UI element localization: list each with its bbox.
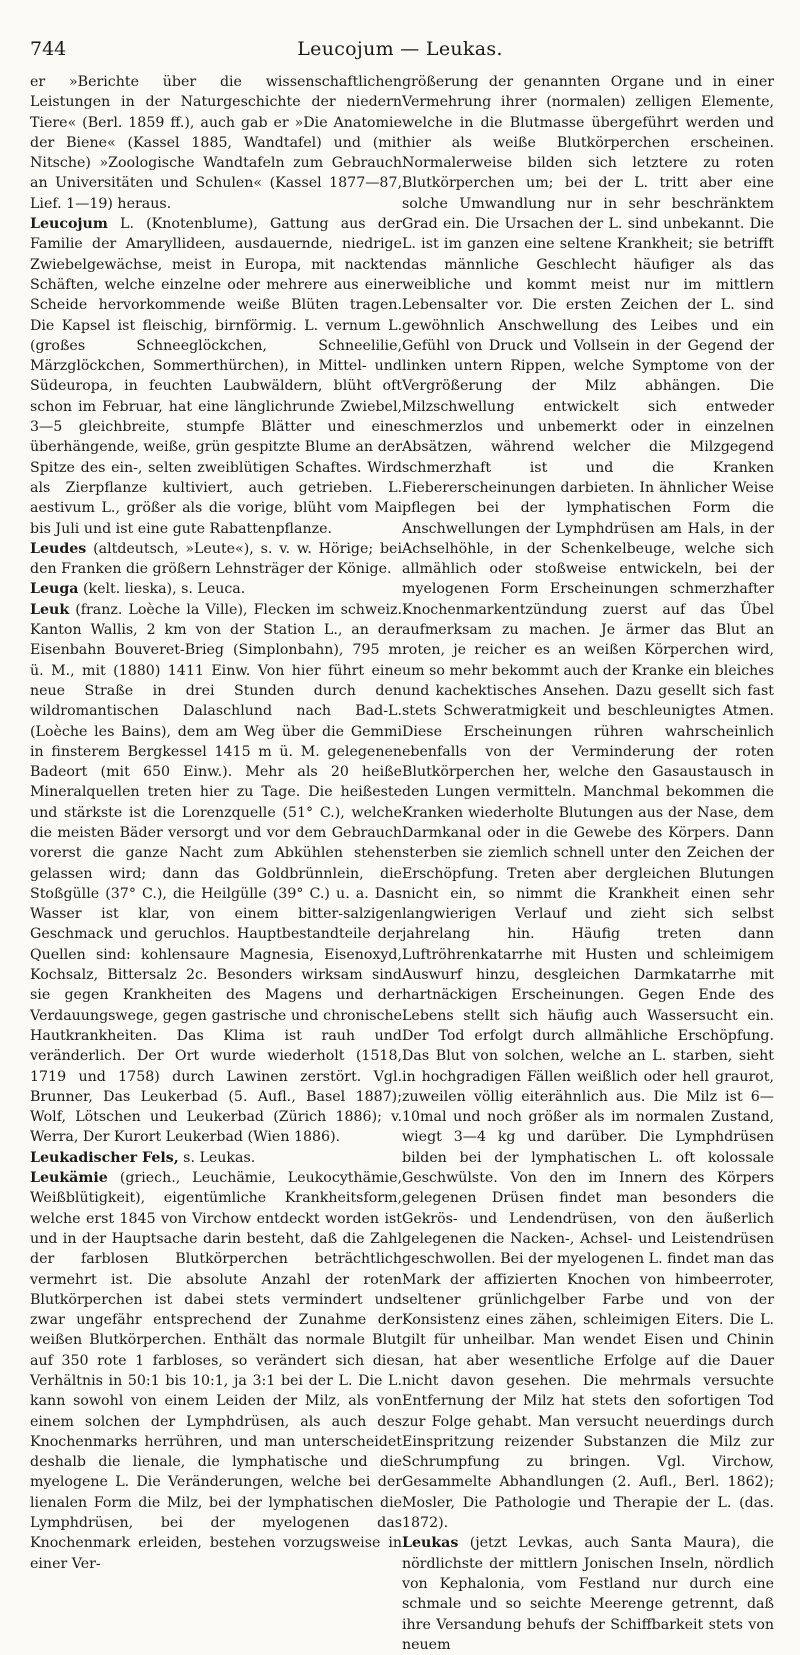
entry-leudes	[30, 539, 402, 580]
entry-headword: Leukadischer Fels,	[30, 1149, 179, 1166]
entry-leuk	[30, 600, 402, 1148]
entry-headword: Leukas	[402, 1535, 459, 1552]
page-header	[30, 38, 770, 62]
continuation-text: er »Berichte über die wissenschaftlichen Leistungen in der Naturgeschichte der niedern Tiere« (Berl. 1859 ff.), auch gab er »Die Anatomie der Biene« (Kassel 1885, Wandtafel) und (mit Nitsche) »Zoologische Wandtafeln zum Gebrauch an Universitäten und Schulen« (Kassel 1877—87, Lief. 1—19) heraus.	[30, 74, 402, 212]
running-title: Leucojum — Leukas.	[297, 38, 503, 60]
entry-headword: Leuk	[30, 601, 70, 618]
entry-leukadischer-fels	[30, 1148, 402, 1168]
entry-text: (altdeutsch, »Leute«), s. v. w. Hörige; bei den Franken die größern Lehnsträger der Könige.	[30, 540, 402, 578]
entry-leukaemie	[30, 1168, 402, 1574]
right-column	[402, 72, 774, 1655]
entry-text: (franz. Loèche la Ville), Flecken im schweiz. Kanton Wallis, 2 km von der Station L., an der Eisenbahn Bouveret-Brieg (Simplonbahn), 795 m ü. M., mit (1880) 1411 Einw. Von hier führt eine neue Straße in drei Stunden durch den wildromantischen Dalaschlund nach Bad-L. (Loèche les Bains), dem am Weg über die Gemmi in finsterem Bergkessel 1415 m ü. M. gelegenen Badeort (mit 650 Einw.). Mehr als 20 heiße Mineralquellen treten hier zu Tage. Die heißeste und stärkste ist die Lorenzquelle (51° C.), welche die meisten Bäder versorgt und vor dem Gebrauch vorerst die ganze Nacht zum Abkühlen stehen gelassen wird; dann das Goldbrünnlein, die Stoßgülle (37° C.), die Heilgülle (39° C.) u. a. Das Wasser ist klar, von einem bitter-salzigen Geschmack und geruchlos. Hauptbestandteile der Quellen sind: kohlensaure Magnesia, Eisenoxyd, Kochsalz, Bittersalz 2c. Besonders wirksam sind sie gegen Krankheiten des Magens und der Verdauungswege, gegen gastrische und chronische Hautkrankheiten. Das Klima ist rauh und veränderlich. Der Ort wurde wiederholt (1518, 1719 und 1758) durch Lawinen zerstört. Vgl. Brunner, Das Leukerbad (5. Aufl., Basel 1887); Wolf, Lötschen und Leukerbad (Zürich 1886); v. Werra, Der Kurort Leukerbad (Wien 1886).	[30, 601, 402, 1146]
continuation-text: größerung der genannten Organe und in einer Vermehrung ihrer (normalen) zelligen Elemente, welche in die Blutmasse übergeführt werden und hier als weiße Blutkörperchen erscheinen. Normalerweise bilden sich letztere zu roten Blutkörperchen um; bei der L. tritt aber eine solche Umwandlung nur in sehr beschränktem Grad ein. Die Ursachen der L. sind unbekannt. Die L. ist im ganzen eine seltene Krankheit; sie betrifft das männliche Geschlecht häufiger als das weibliche und kommt meist nur im mittlern Lebensalter vor. Die ersten Zeichen der L. sind gewöhnlich Anschwellung des Leibes und ein Gefühl von Druck und Vollsein in der Gegend der linken untern Rippen, welche Symptome von der Vergrößerung der Milz abhängen. Die Milzschwellung entwickelt sich entweder schmerzlos und unbemerkt oder in einzelnen Absätzen, während welcher die Milzgegend schmerzhaft ist und die Kranken Fiebererscheinungen darbieten. In ähnlicher Weise pflegen bei der lymphatischen Form die Anschwellungen der Lymphdrüsen am Hals, in der Achselhöhle, in der Schenkelbeuge, welche sich allmählich oder stoßweise entwickeln, bei der myelogenen Form Erscheinungen schmerzhafter Knochenmarkentzündung zuerst auf das Übel aufmerksam zu machen. Je ärmer das Blut an roten, je reicher es an weißen Körperchen wird, um so mehr bekommt auch der Kranke ein bleiches und kachektisches Ansehen. Dazu gesellt sich fast stets Schweratmigkeit und beschleunigtes Atmen. Diese Erscheinungen rühren wahrscheinlich ebenfalls von der Verminderung der roten Blutkörperchen her, welche den Gasaustausch in den Lungen vermitteln. Manchmal bekommen die Kranken wiederholte Blutungen aus der Nase, dem Darmkanal oder in die Gewebe des Körpers. Dann sterben sie ziemlich schnell unter den Zeichen der Erschöpfung. Treten aber dergleichen Blutungen nicht ein, so nimmt die Krankheit einen sehr langwierigen Verlauf und zieht sich selbst jahrelang hin. Häufig treten dann Luftröhrenkatarrhe mit Husten und schleimigem Auswurf hinzu, desgleichen Darmkatarrhe mit hartnäckigen Erscheinungen. Gegen Ende des Lebens stellt sich häufig auch Wassersucht ein. Der Tod erfolgt durch allmähliche Erschöpfung. Das Blut von solchen, welche an L. starben, sieht in hochgradigen Fällen weißlich oder hell graurot, zuweilen völlig eiterähnlich aus. Die Milz ist 6—10mal und noch größer als im normalen Zustand, wiegt 3—4 kg und darüber. Die Lymphdrüsen bilden bei der lymphatischen L. oft kolossale Geschwülste. Von den im Innern des Körpers gelegenen Drüsen findet man besonders die Gekrös- und Lendendrüsen, von den äußerlich gelegenen die Nacken-, Achsel- und Leistendrüsen geschwollen. Bei der myelogenen L. findet man das Mark der affizierten Knochen von himbeerroter, seltener grünlichgelber Farbe und von der Konsistenz eines zähen, schleimigen Eiters. Die L. gilt für unheilbar. Man wendet Eisen und Chinin an, hat aber wesentliche Erfolge auf die Dauer nicht davon gesehen. Die mehrmals versuchte Entfernung der Milz hat stets den sofortigen Tod zur Folge gehabt. Man versucht neuerdings durch Einspritzung reizender Substanzen die Milz zur Schrumpfung zu bringen. Vgl. Virchow, Gesammelte Abhandlungen (2. Aufl., Berl. 1862); Mosler, Die Pathologie und Therapie der L. (das. 1872).	[402, 74, 774, 1532]
entry-headword: Leucojum	[30, 216, 108, 233]
entry-text: (jetzt Levkas, auch Santa Maura), die nördlichste der mittlern Jonischen Inseln, nördlich von Kephalonia, vom Festland nur durch eine schmale und so seichte Meerenge getrennt, daß ihre Versandung behufs der Schiffbarkeit stets von neuem	[402, 1535, 774, 1653]
entry-text: (kelt. lieska), s. Leuca.	[78, 581, 246, 598]
page-number: 744	[30, 38, 67, 60]
entry-leucojum	[30, 214, 402, 539]
entry-leuga	[30, 579, 402, 599]
entry-headword: Leuga	[30, 581, 79, 598]
entry-leukas	[402, 1533, 774, 1655]
entry-text: (griech., Leuchämie, Leukocythämie, Weißblütigkeit), eigentümliche Krankheitsform, welche erst 1845 von Virchow entdeckt worden ist und in der Hauptsache darin besteht, daß die Zahl der farblosen Blutkörperchen beträchtlich vermehrt ist. Die absolute Anzahl der roten Blutkörperchen ist dabei stets vermindert und zwar ungefähr entsprechend der Zunahme der weißen Blutkörperchen. Enthält das normale Blut auf 350 rote 1 farbloses, so verändert sich dies Verhältnis in 50:1 bis 10:1, ja 3:1 bei der L. Die L. kann sowohl von einem Leiden der Milz, als von einem solchen der Lymphdrüsen, als auch des Knochenmarks herrühren, und man unterscheidet deshalb die lienale, die lymphatische und die myelogene L. Die Veränderungen, welche bei der lienalen Form die Milz, bei der lymphatischen die Lymphdrüsen, bei der myelogenen das Knochenmark erleiden, bestehen vorzugsweise in einer Ver-	[30, 1170, 402, 1572]
left-column	[30, 72, 402, 1574]
entry-headword: Leukämie	[30, 1170, 108, 1187]
entry-text: L. (Knotenblume), Gattung aus der Familie der Amaryllideen, ausdauernde, niedrige Zwiebelgewächse, meist in Europa, mit nackten Schäften, welche einzelne oder mehrere aus einer Scheide hervorkommende weiße Blüten tragen. Die Kapsel ist fleischig, birnförmig. L. vernum L. (großes Schneeglöckchen, Schneelilie, Märzglöckchen, Sommerthürchen), in Mittel- und Südeuropa, in feuchten Laubwäldern, blüht oft schon im Februar, hat eine länglichrunde Zwiebel, 3—5 gleichbreite, stumpfe Blätter und eine überhängende, weiße, grün gespitzte Blume an der Spitze des ein-, selten zweiblütigen Schaftes. Wird als Zierpflanze kultiviert, auch getrieben. L. aestivum L., größer als die vorige, blüht vom Mai bis Juli und ist eine gute Rabattenpflanze.	[30, 216, 402, 537]
entry-headword: Leudes	[30, 540, 87, 557]
entry-text: s. Leukas.	[178, 1149, 256, 1166]
